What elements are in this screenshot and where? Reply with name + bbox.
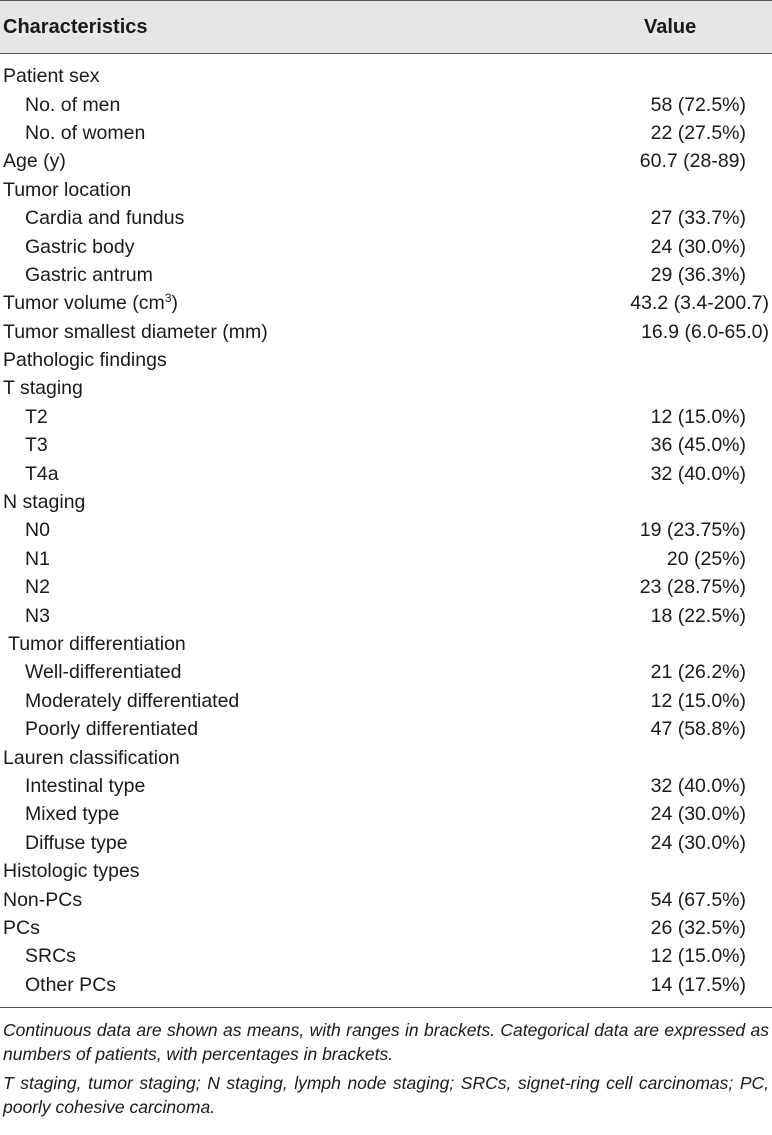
table-row	[0, 687, 772, 715]
table-row	[0, 743, 772, 771]
table-row	[0, 658, 772, 686]
row-label: PCs	[3, 916, 40, 939]
table-header	[0, 0, 772, 54]
table-row	[0, 374, 772, 402]
row-value: 16.9 (6.0-65.0)	[641, 320, 769, 343]
row-value: 12 (15.0%)	[650, 689, 746, 712]
row-label: Gastric body	[25, 235, 135, 258]
row-label: N1	[25, 547, 50, 570]
table-row	[0, 488, 772, 516]
row-label: Pathologic findings	[3, 349, 167, 372]
row-label: N3	[25, 604, 50, 627]
row-label: Tumor differentiation	[8, 633, 186, 655]
row-value: 14 (17.5%)	[650, 973, 746, 996]
row-value: 27 (33.7%)	[650, 207, 746, 230]
header-value: Value	[644, 15, 697, 38]
row-label: T2	[25, 405, 48, 428]
row-label: Patient sex	[3, 65, 100, 88]
table-row	[0, 800, 772, 828]
table-row	[0, 119, 772, 147]
table-row	[0, 176, 772, 204]
row-value: 24 (30.0%)	[650, 803, 746, 826]
row-value: 36 (45.0%)	[650, 434, 746, 457]
row-label: T staging	[3, 377, 83, 400]
note-continuous-data: Continuous data are shown as means, with ranges in brackets. Categorical data are expressed as numbers of patients, with percentages in brackets.	[3, 1019, 769, 1064]
row-value: 20 (25%)	[666, 547, 746, 570]
row-value: 47 (58.8%)	[650, 718, 746, 741]
table-row	[0, 772, 772, 800]
row-value: 32 (40.0%)	[650, 462, 746, 485]
note-abbreviations: T staging, tumor staging; N staging, lymph node staging; SRCs, signet-ring cell carcinomas; PC, poorly cohesive carcinoma.	[3, 1072, 769, 1117]
row-value: 26 (32.5%)	[650, 916, 746, 939]
row-value: 23 (28.75%)	[639, 576, 746, 599]
row-label: Well-differentiated	[25, 661, 182, 684]
table-row	[0, 914, 772, 942]
row-label: Histologic types	[3, 860, 140, 883]
table-row	[0, 403, 772, 431]
table-row	[0, 942, 772, 970]
row-value: 22 (27.5%)	[650, 121, 746, 144]
row-value: 19 (23.75%)	[639, 519, 746, 542]
row-label: Other PCs	[25, 973, 117, 996]
table-row	[0, 885, 772, 913]
row-value: 54 (67.5%)	[650, 888, 746, 911]
table-row	[0, 573, 772, 601]
row-value: 21 (26.2%)	[650, 661, 746, 684]
row-label: SRCs	[25, 945, 76, 968]
row-value: 18 (22.5%)	[650, 604, 746, 627]
row-label: Diffuse type	[25, 831, 128, 854]
table-row	[0, 261, 772, 289]
row-value: 12 (15.0%)	[650, 945, 746, 968]
table-row	[0, 459, 772, 487]
row-label: Intestinal type	[25, 774, 146, 797]
row-value: 60.7 (28-89)	[639, 150, 746, 173]
table-row	[0, 289, 772, 317]
table-row	[0, 829, 772, 857]
table-row	[0, 62, 772, 90]
row-label: Lauren classification	[3, 746, 180, 769]
table-row	[0, 715, 772, 743]
row-value: 29 (36.3%)	[650, 263, 746, 286]
table-body	[0, 54, 772, 999]
table-row	[0, 346, 772, 374]
table-row	[0, 601, 772, 629]
row-value: 32 (40.0%)	[650, 774, 746, 797]
row-label: Tumor smallest diameter (mm)	[3, 320, 268, 343]
table-row	[0, 147, 772, 175]
row-value: 43.2 (3.4-200.7)	[630, 292, 769, 315]
row-label: T4a	[25, 462, 59, 485]
table-row	[0, 90, 772, 118]
row-label: No. of men	[25, 93, 121, 116]
row-label: Poorly differentiated	[25, 718, 199, 741]
header-characteristics: Characteristics	[3, 15, 148, 38]
table-row	[0, 545, 772, 573]
row-label: Mixed type	[25, 803, 120, 826]
row-value: 24 (30.0%)	[650, 831, 746, 854]
table-notes	[0, 1008, 772, 1119]
row-value: 24 (30.0%)	[650, 235, 746, 258]
table-row	[0, 318, 772, 346]
row-label: Tumor volume $(cm^3)$	[3, 291, 178, 315]
row-label: Tumor location	[3, 178, 132, 201]
row-label: Cardia and fundus	[25, 207, 185, 230]
table-row	[0, 516, 772, 544]
row-value: 12 (15.0%)	[650, 405, 746, 428]
row-label: T3	[25, 434, 48, 457]
row-label: Gastric antrum	[25, 263, 153, 286]
table-row	[0, 232, 772, 260]
row-label: Moderately differentiated	[25, 689, 240, 712]
row-label: N0	[25, 519, 50, 542]
table-row	[0, 971, 772, 999]
row-value: 58 (72.5%)	[650, 93, 746, 116]
table-row	[0, 857, 772, 885]
row-label: N staging	[3, 491, 86, 514]
row-label: No. of women	[25, 121, 146, 144]
row-label: Non-PCs	[3, 888, 83, 911]
table-row	[0, 431, 772, 459]
table-row	[0, 204, 772, 232]
row-label: N2	[25, 576, 50, 599]
table-row	[0, 630, 772, 658]
row-label: Age (y)	[3, 150, 66, 173]
